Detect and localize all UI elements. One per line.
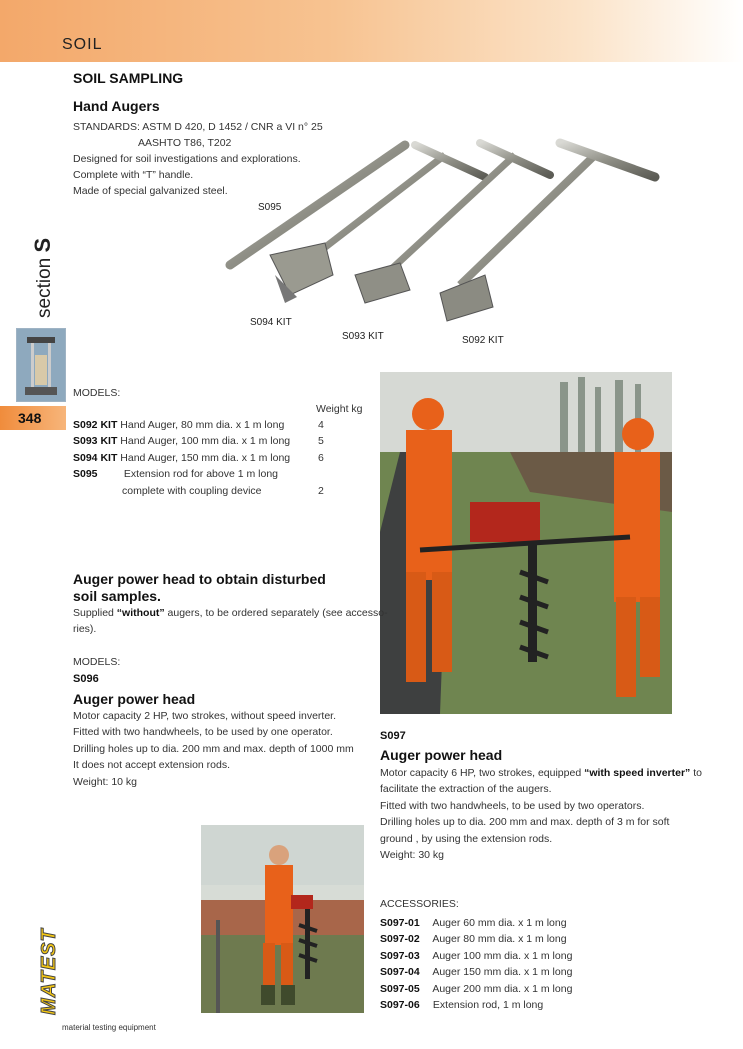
- image-label-s095: S095: [258, 202, 282, 213]
- model-desc: Hand Auger, 80 mm dia. x 1 m long: [120, 419, 285, 431]
- power-head-title-2: soil samples.: [73, 588, 161, 604]
- power-head-title-1: Auger power head to obtain disturbed: [73, 571, 326, 587]
- models-label: MODELS:: [73, 387, 121, 399]
- s096-desc-3: Drilling holes up to dia. 200 mm and max. depth of 1000 mm: [73, 743, 354, 755]
- model-desc-continued: complete with coupling device: [122, 485, 262, 497]
- s097-desc-post: to: [690, 767, 702, 779]
- s097-desc-5: ground , by using the extension rods.: [380, 833, 553, 845]
- accessory-code: S097-03: [380, 950, 420, 962]
- s097-title: Auger power head: [380, 747, 503, 763]
- supplied-note-2: ries).: [73, 623, 97, 635]
- s096-title: Auger power head: [73, 691, 196, 707]
- model-code: S092 KIT: [73, 419, 118, 431]
- header-band: [0, 0, 743, 62]
- accessory-row: [380, 964, 572, 981]
- s096-desc-5: Weight: 10 kg: [73, 776, 138, 788]
- accessory-code: S097-04: [380, 966, 420, 978]
- s096-desc-2: Fitted with two handwheels, to be used by one operator.: [73, 726, 333, 738]
- image-label-s094: S094 KIT: [250, 317, 292, 328]
- supplied-note: [73, 605, 388, 622]
- standards-line2: AASHTO T86, T202: [138, 137, 232, 149]
- hand-augers-desc-1: Designed for soil investigations and explorations.: [73, 153, 301, 165]
- model-code: S093 KIT: [73, 435, 118, 447]
- s097-desc-line1: [380, 765, 702, 782]
- image-label-s093: S093 KIT: [342, 331, 384, 342]
- accessory-code: S097-01: [380, 917, 420, 929]
- s097-desc-pre: Motor capacity 6 HP, two strokes, equipped: [380, 767, 585, 779]
- model-code: S094 KIT: [73, 452, 118, 464]
- model-weight: 2: [318, 485, 324, 497]
- accessory-code: S097-02: [380, 933, 420, 945]
- sidebar-thumbnail: [16, 328, 66, 402]
- model-desc: Hand Auger, 150 mm dia. x 1 m long: [120, 452, 291, 464]
- model-row: [73, 450, 290, 467]
- photo-two-operators: [380, 372, 672, 714]
- footer-text: material testing equipment: [62, 1023, 156, 1032]
- model-weight: 4: [318, 419, 324, 431]
- section-word: section: [34, 257, 55, 318]
- model-row: [73, 466, 278, 483]
- accessory-desc: Auger 80 mm dia. x 1 m long: [432, 933, 567, 945]
- supplied-pre: Supplied: [73, 607, 117, 619]
- soil-sampling-heading: SOIL SAMPLING: [73, 70, 184, 86]
- s097-code: S097: [380, 730, 406, 742]
- s096-desc-4: It does not accept extension rods.: [73, 759, 231, 771]
- accessory-row: [380, 948, 572, 965]
- page-section-title: SOIL: [62, 36, 103, 53]
- brand-logo: [38, 928, 62, 1015]
- model-weight: 6: [318, 452, 324, 464]
- supplied-bold: “without”: [116, 607, 165, 619]
- weight-header: Weight kg: [316, 403, 363, 415]
- accessory-desc: Auger 150 mm dia. x 1 m long: [432, 966, 573, 978]
- s096-code: S096: [73, 673, 99, 685]
- section-letter: S: [30, 237, 55, 253]
- s097-desc-3: Fitted with two handwheels, to be used by two operators.: [380, 800, 645, 812]
- accessory-code: S097-05: [380, 983, 420, 995]
- s096-desc-1: Motor capacity 2 HP, two strokes, without speed inverter.: [73, 710, 337, 722]
- accessory-row: [380, 981, 572, 998]
- brand-logo-text: MATEST: [38, 928, 60, 1015]
- model-desc: Extension rod for above 1 m long: [123, 468, 279, 480]
- page-number: 348: [18, 410, 42, 426]
- s097-desc-bold: “with speed inverter”: [584, 767, 691, 779]
- accessory-desc: Auger 60 mm dia. x 1 m long: [432, 917, 567, 929]
- hand-augers-desc-3: Made of special galvanized steel.: [73, 185, 228, 197]
- model-row: [73, 417, 284, 434]
- model-row: [73, 433, 290, 450]
- hand-augers-desc-2: Complete with “T” handle.: [73, 169, 194, 181]
- accessory-code: S097-06: [380, 999, 420, 1011]
- page-number-tab: [0, 406, 66, 430]
- s097-desc-2: facilitate the extraction of the augers.: [380, 783, 552, 795]
- accessory-row: [380, 997, 543, 1014]
- model-weight: 5: [318, 435, 324, 447]
- accessory-desc: Extension rod, 1 m long: [432, 999, 544, 1011]
- accessory-desc: Auger 100 mm dia. x 1 m long: [432, 950, 573, 962]
- s097-desc-4: Drilling holes up to dia. 200 mm and max. depth of 3 m for soft: [380, 816, 670, 828]
- model-code: S095: [73, 468, 98, 480]
- model-desc: Hand Auger, 100 mm dia. x 1 m long: [120, 435, 291, 447]
- accessory-row: [380, 915, 567, 932]
- accessories-label: ACCESSORIES:: [380, 898, 459, 910]
- accessory-row: [380, 931, 567, 948]
- accessory-desc: Auger 200 mm dia. x 1 m long: [432, 983, 573, 995]
- standards-line1: STANDARDS: ASTM D 420, D 1452 / CNR a VI n° 25: [73, 121, 323, 133]
- image-label-s092: S092 KIT: [462, 335, 504, 346]
- s097-desc-6: Weight: 30 kg: [380, 849, 445, 861]
- supplied-post: augers, to be ordered separately (see accesso-: [164, 607, 388, 619]
- photo-one-operator: [201, 825, 364, 1013]
- hand-augers-title: Hand Augers: [73, 98, 160, 114]
- power-models-label: MODELS:: [73, 656, 121, 668]
